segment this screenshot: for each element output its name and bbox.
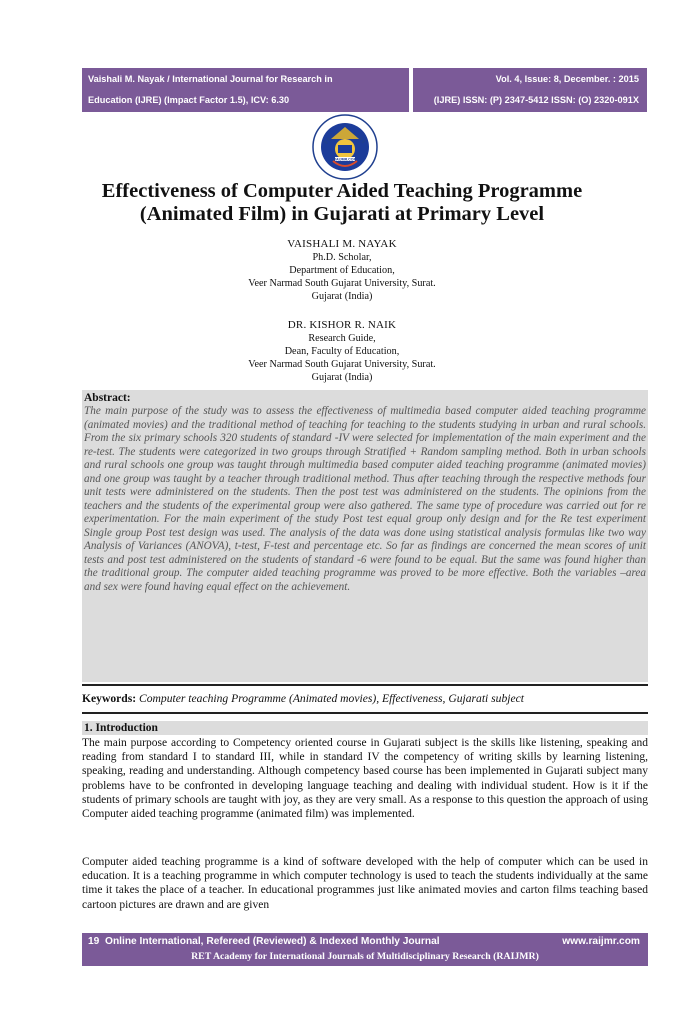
keywords-line — [82, 692, 648, 706]
svg-text:RAIJMR.COM: RAIJMR.COM — [333, 157, 357, 162]
author-2-faculty: Dean, Faculty of Education, — [284, 346, 400, 357]
journal-footer — [82, 933, 648, 966]
author-1-university: Veer Narmad South Gujarat University, Surat. — [248, 278, 436, 289]
footer-journal-description: Online International, Refereed (Reviewed) & Indexed Monthly Journal — [105, 936, 440, 947]
journal-header — [82, 68, 647, 112]
footer-website-link[interactable]: www.raijmr.com — [562, 936, 640, 947]
author-1-department: Department of Education, — [289, 265, 395, 276]
author-1-role: Ph.D. Scholar, — [312, 252, 372, 263]
header-right-band — [413, 68, 647, 112]
author-block-2 — [180, 319, 504, 384]
author-1-name: VAISHALI M. NAYAK — [287, 238, 397, 250]
divider — [82, 712, 648, 714]
footer-left — [88, 936, 440, 947]
author-1-country: Gujarat (India) — [311, 291, 373, 302]
keywords-text: Computer teaching Programme (Animated movies), Effectiveness, Gujarati subject — [139, 692, 524, 705]
abstract-body: The main purpose of the study was to assess the effectiveness of multimedia based computer aided teaching programme (animated movies) and the traditional method of teaching for teaching to the students studying in urban and rural schools. From the six primary schools 320 students of standard -IV were selected for implementation of the main experiment and the re-test. The students were categorized in two groups through Stratified + Random sampling method. Both in urban schools and rural schools one group was taught through multimedia based computer aided teaching programme (animated movies) and one group was taught by a teacher through traditional method. Thus after teaching through the respective methods four unit tests were administered on the students. Then the post test was administered on the students. The opinions from the teachers and the students of the experimental group were also gathered. The same type of procedure was carried out for re experimentation. For the main experiment of the study Post test equal group only design and for the Re test experiment Single group Post test design was used. The analysis of the data was done using statistical analysis formulas like two way Analysis of Variances (ANOVA), t-test, F-test and percentage etc. So far as findings are concerned the mean scores of unit tests and post test administered on the students of standard -6 were found to be equal. But the same was found higher than the traditional group. The computer aided teaching programme was proved to be more effective. Both the variables –area and sex were found having equal effect on the achievement. — [84, 405, 646, 593]
header-volume-issue: Vol. 4, Issue: 8, December. : 2015 — [495, 74, 639, 84]
author-2-university: Veer Narmad South Gujarat University, Surat. — [248, 359, 436, 370]
header-left-band — [82, 68, 409, 112]
raijmr-logo — [311, 113, 379, 181]
header-journal-impact: Education (IJRE) (Impact Factor 1.5), ICV: 6.30 — [88, 95, 290, 105]
page-number: 19 — [88, 936, 100, 947]
header-issn: (IJRE) ISSN: (P) 2347-5412 ISSN: (O) 2320-091X — [433, 95, 639, 105]
paper-title: Effectiveness of Computer Aided Teaching Programme (Animated Film) in Gujarati at Primary Level — [101, 180, 583, 225]
introduction-paragraph-1: The main purpose according to Competency oriented course in Gujarati subject is the skills like listening, speaking and reading from standard I to standard III, while in standard IV the competency of writing skills by learning listening, speaking, reading and understanding. Although competency based course has been implemented in Gujarati subject many problems have to be confronted in developing language teaching and dealing with individual student. How is it if the students of primary schools are taught with joy, as they are very small. As a response to this question the approach of using Computer aided teaching programme (animated film) was implemented. — [82, 737, 648, 821]
introduction-paragraph-2: Computer aided teaching programme is a kind of software developed with the help of computer which can be used in education. It is a teaching programme in which computer technology is used to teach the students individually at the same time it takes the place of a teacher. In educational programmes just like animated movies and carton films teaching based cartoon pictures are drawn and are given — [82, 856, 648, 911]
header-author-journal: Vaishali M. Nayak / International Journal for Research in — [88, 74, 333, 84]
raijmr-seal-logo-icon — [311, 113, 379, 181]
abstract-heading: Abstract: — [84, 392, 131, 404]
author-2-name: DR. KISHOR R. NAIK — [287, 319, 397, 331]
section-heading-introduction: 1. Introduction — [82, 721, 648, 735]
footer-publisher: RET Academy for International Journals of Multidisciplinary Research (RAIJMR) — [191, 951, 539, 962]
author-block-1 — [180, 238, 504, 303]
keywords-label: Keywords: — [82, 692, 137, 705]
abstract-box — [82, 390, 648, 682]
author-2-role: Research Guide, — [308, 333, 376, 344]
divider — [82, 684, 648, 686]
author-2-country: Gujarat (India) — [311, 372, 373, 383]
